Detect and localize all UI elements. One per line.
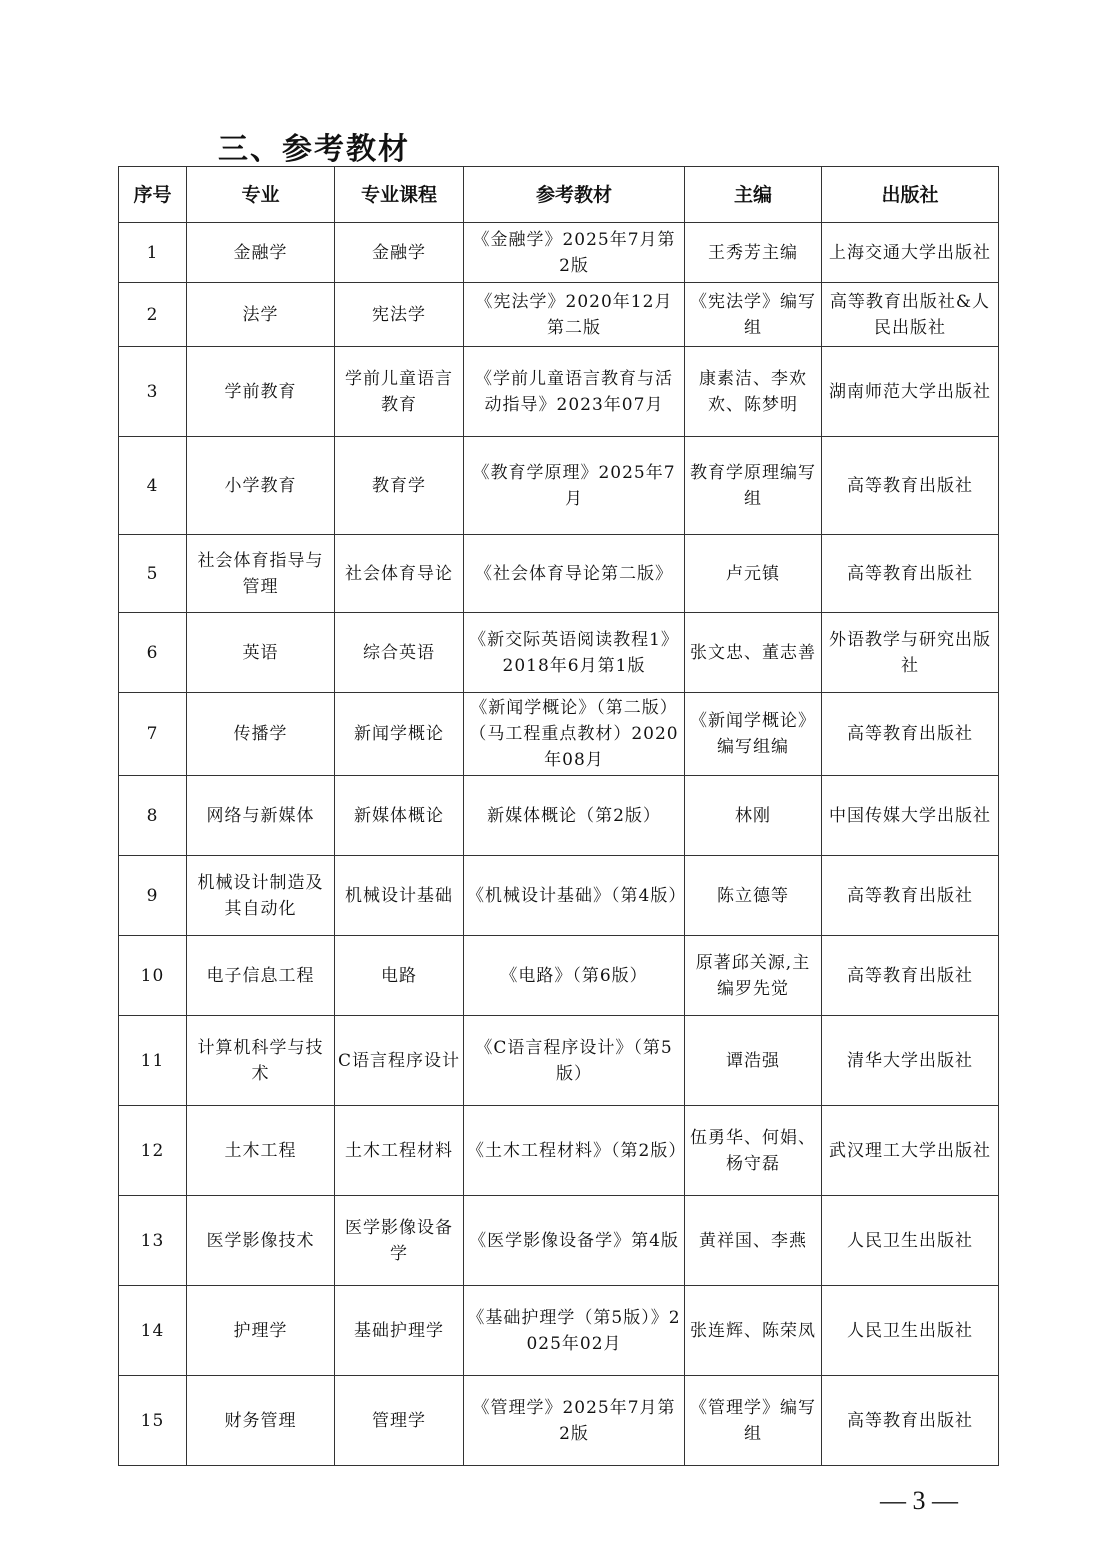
cell-index: 1 xyxy=(119,223,187,283)
cell-major: 学前教育 xyxy=(187,347,335,437)
cell-textbook: 《宪法学》2020年12月第二版 xyxy=(464,283,685,347)
cell-textbook: 《医学影像设备学》第4版 xyxy=(464,1196,685,1286)
cell-editor: 康素洁、李欢欢、陈梦明 xyxy=(685,347,822,437)
cell-textbook: 《教育学原理》2025年7月 xyxy=(464,437,685,535)
cell-editor: 王秀芳主编 xyxy=(685,223,822,283)
cell-publisher: 高等教育出版社 xyxy=(822,437,999,535)
cell-index: 15 xyxy=(119,1376,187,1466)
header-major: 专业 xyxy=(187,167,335,223)
cell-index: 7 xyxy=(119,693,187,776)
cell-major: 社会体育指导与管理 xyxy=(187,535,335,613)
cell-textbook: 《金融学》2025年7月第2版 xyxy=(464,223,685,283)
cell-editor: 卢元镇 xyxy=(685,535,822,613)
cell-index: 9 xyxy=(119,856,187,936)
cell-major: 财务管理 xyxy=(187,1376,335,1466)
table-row xyxy=(119,347,999,437)
cell-index: 12 xyxy=(119,1106,187,1196)
cell-course: 管理学 xyxy=(335,1376,464,1466)
cell-course: 电路 xyxy=(335,936,464,1016)
cell-course: 新媒体概论 xyxy=(335,776,464,856)
cell-textbook: 《社会体育导论第二版》 xyxy=(464,535,685,613)
cell-course: 机械设计基础 xyxy=(335,856,464,936)
cell-course: C语言程序设计 xyxy=(335,1016,464,1106)
cell-editor: 《管理学》编写组 xyxy=(685,1376,822,1466)
cell-major: 传播学 xyxy=(187,693,335,776)
cell-major: 金融学 xyxy=(187,223,335,283)
cell-major: 护理学 xyxy=(187,1286,335,1376)
cell-major: 小学教育 xyxy=(187,437,335,535)
table-row xyxy=(119,1016,999,1106)
cell-editor: 伍勇华、何娟、杨守磊 xyxy=(685,1106,822,1196)
cell-major: 土木工程 xyxy=(187,1106,335,1196)
header-course: 专业课程 xyxy=(335,167,464,223)
cell-index: 2 xyxy=(119,283,187,347)
table-row xyxy=(119,1196,999,1286)
cell-textbook: 《电路》（第6版） xyxy=(464,936,685,1016)
cell-publisher: 上海交通大学出版社 xyxy=(822,223,999,283)
cell-publisher: 高等教育出版社&人民出版社 xyxy=(822,283,999,347)
cell-index: 10 xyxy=(119,936,187,1016)
cell-editor: 陈立德等 xyxy=(685,856,822,936)
cell-course: 新闻学概论 xyxy=(335,693,464,776)
cell-editor: 《新闻学概论》编写组编 xyxy=(685,693,822,776)
cell-major: 电子信息工程 xyxy=(187,936,335,1016)
table-row xyxy=(119,613,999,693)
header-editor: 主编 xyxy=(685,167,822,223)
cell-publisher: 湖南师范大学出版社 xyxy=(822,347,999,437)
table-row xyxy=(119,776,999,856)
table-row xyxy=(119,1106,999,1196)
table-row xyxy=(119,1376,999,1466)
cell-course: 学前儿童语言教育 xyxy=(335,347,464,437)
cell-editor: 林刚 xyxy=(685,776,822,856)
cell-editor: 张文忠、董志善 xyxy=(685,613,822,693)
cell-editor: 教育学原理编写组 xyxy=(685,437,822,535)
cell-course: 教育学 xyxy=(335,437,464,535)
cell-publisher: 外语教学与研究出版社 xyxy=(822,613,999,693)
cell-publisher: 武汉理工大学出版社 xyxy=(822,1106,999,1196)
cell-publisher: 高等教育出版社 xyxy=(822,856,999,936)
cell-textbook: 《学前儿童语言教育与活动指导》2023年07月 xyxy=(464,347,685,437)
table-row xyxy=(119,856,999,936)
cell-index: 11 xyxy=(119,1016,187,1106)
cell-index: 6 xyxy=(119,613,187,693)
cell-major: 英语 xyxy=(187,613,335,693)
cell-publisher: 高等教育出版社 xyxy=(822,693,999,776)
header-publisher: 出版社 xyxy=(822,167,999,223)
cell-textbook: 《新闻学概论》（第二版）（马工程重点教材）2020年08月 xyxy=(464,693,685,776)
cell-major: 医学影像技术 xyxy=(187,1196,335,1286)
cell-major: 机械设计制造及其自动化 xyxy=(187,856,335,936)
table-row xyxy=(119,283,999,347)
cell-index: 3 xyxy=(119,347,187,437)
cell-textbook: 《土木工程材料》（第2版） xyxy=(464,1106,685,1196)
cell-index: 8 xyxy=(119,776,187,856)
table-row xyxy=(119,936,999,1016)
cell-publisher: 人民卫生出版社 xyxy=(822,1286,999,1376)
cell-index: 14 xyxy=(119,1286,187,1376)
cell-publisher: 人民卫生出版社 xyxy=(822,1196,999,1286)
cell-index: 4 xyxy=(119,437,187,535)
cell-course: 土木工程材料 xyxy=(335,1106,464,1196)
table-row xyxy=(119,1286,999,1376)
cell-editor: 张连辉、陈荣凤 xyxy=(685,1286,822,1376)
cell-major: 法学 xyxy=(187,283,335,347)
cell-publisher: 高等教育出版社 xyxy=(822,535,999,613)
cell-publisher: 高等教育出版社 xyxy=(822,1376,999,1466)
cell-course: 宪法学 xyxy=(335,283,464,347)
cell-editor: 《宪法学》编写组 xyxy=(685,283,822,347)
table-header-row xyxy=(119,167,999,223)
table-row xyxy=(119,223,999,283)
cell-publisher: 清华大学出版社 xyxy=(822,1016,999,1106)
cell-major: 网络与新媒体 xyxy=(187,776,335,856)
cell-publisher: 高等教育出版社 xyxy=(822,936,999,1016)
cell-index: 13 xyxy=(119,1196,187,1286)
header-index: 序号 xyxy=(119,167,187,223)
cell-editor: 黄祥国、李燕 xyxy=(685,1196,822,1286)
header-textbook: 参考教材 xyxy=(464,167,685,223)
page-number: — 3 — xyxy=(880,1486,958,1515)
cell-textbook: 新媒体概论（第2版） xyxy=(464,776,685,856)
cell-textbook: 《C语言程序设计》（第5版） xyxy=(464,1016,685,1106)
cell-textbook: 《机械设计基础》（第4版） xyxy=(464,856,685,936)
cell-textbook: 《管理学》2025年7月第2版 xyxy=(464,1376,685,1466)
cell-publisher: 中国传媒大学出版社 xyxy=(822,776,999,856)
cell-editor: 谭浩强 xyxy=(685,1016,822,1106)
table-row xyxy=(119,535,999,613)
cell-major: 计算机科学与技术 xyxy=(187,1016,335,1106)
cell-textbook: 《新交际英语阅读教程1》2018年6月第1版 xyxy=(464,613,685,693)
cell-editor: 原著邱关源,主编罗先觉 xyxy=(685,936,822,1016)
cell-course: 综合英语 xyxy=(335,613,464,693)
cell-course: 医学影像设备学 xyxy=(335,1196,464,1286)
textbook-table xyxy=(118,166,999,1466)
cell-course: 社会体育导论 xyxy=(335,535,464,613)
cell-course: 金融学 xyxy=(335,223,464,283)
cell-textbook: 《基础护理学（第5版）》2025年02月 xyxy=(464,1286,685,1376)
section-title: 三、参考教材 xyxy=(218,132,410,167)
cell-course: 基础护理学 xyxy=(335,1286,464,1376)
cell-index: 5 xyxy=(119,535,187,613)
table-row xyxy=(119,437,999,535)
table-row xyxy=(119,693,999,776)
